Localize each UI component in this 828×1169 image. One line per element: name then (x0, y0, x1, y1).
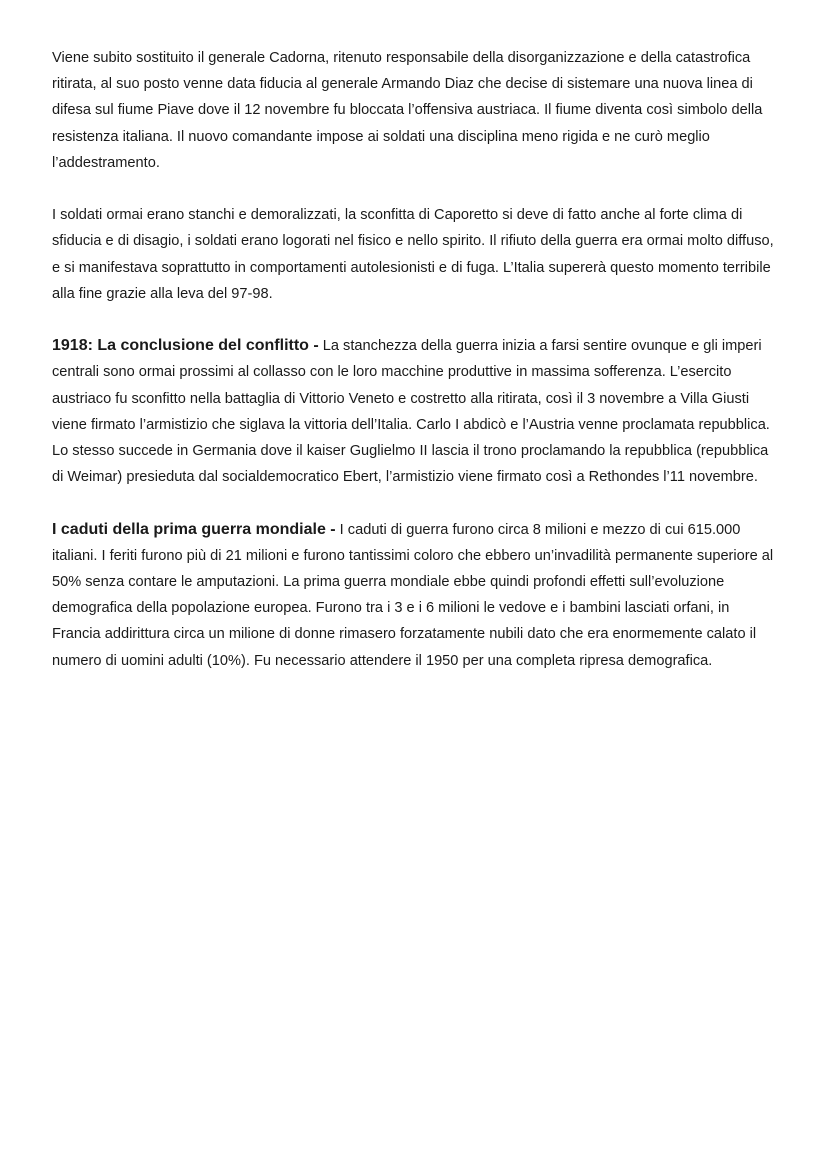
paragraph-text: I caduti di guerra furono circa 8 milioni e mezzo di cui 615.000 italiani. I feriti furono più di 21 milioni e furono tantissimi coloro che ebbero un’invadilità permanente superiore al 50% senza contare le amputazioni. La prima guerra mondiale ebbe quindi profondi effetti sull’evoluzione demografica della popolazione europea. Furono tra i 3 e i 6 milioni le vedove e i bambini lasciati orfani, in Francia addirittura circa un milione di donne rimasero forzatamente nubili dato che era enormemente calato il numero di uomini adulti (10%). Fu necessario attendere il 1950 per una completa ripresa demografica. (52, 521, 774, 669)
section-heading-1918: 1918: La conclusione del conflitto - (52, 337, 319, 355)
section-heading-casualties: I caduti della prima guerra mondiale - (52, 520, 336, 538)
paragraph-text: I soldati ormai erano stanchi e demoralizzati, la sconfitta di Caporetto si deve di fatto anche al forte clima di sfiducia e di disagio, i soldati erano logorati nel fisico e nello spirito. Il rifiuto della guerra era ormai molto diffuso, e si manifestava soprattutto in comportamenti autolesionisti e di fuga. L’Italia supererà questo momento terribile alla fine grazie alla leva del 97-98. (52, 207, 774, 302)
paragraph-text: Viene subito sostituito il generale Cadorna, ritenuto responsabile della disorganizzazione e della catastrofica ritirata, al suo posto venne data fiducia al generale Armando Diaz che decise di sistemare una nuova linea di difesa sul fiume Piave dove il 12 novembre fu bloccata l’offensiva austriaca. Il fiume diventa così simbolo della resistenza italiana. Il nuovo comandante impose ai soldati una disciplina meno rigida e ne curò meglio l’addestramento. (52, 50, 763, 171)
paragraph-text: La stanchezza della guerra inizia a farsi sentire ovunque e gli imperi centrali sono ormai prossimi al collasso con le loro macchine produttive in massima sofferenza. L’esercito austriaco fu sconfitto nella battaglia di Vittorio Veneto e costretto alla ritirata, così il 3 novembre a Villa Giusti viene firmato l’armistizio che siglava la vittoria dell’Italia. Carlo I abdicò e l’Austria venne proclamata repubblica. Lo stesso succede in Germania dove il kaiser Guglielmo II lascia il trono proclamando la repubblica (repubblica di Weimar) presieduta dal socialdemocratico Ebert, l’armistizio viene firmato così a Rethondes l’11 novembre. (52, 338, 770, 486)
document-page (52, 45, 780, 700)
paragraph-war-casualties (52, 517, 780, 674)
paragraph-soldiers-morale (52, 202, 780, 307)
paragraph-cadorna-replacement (52, 45, 780, 176)
paragraph-conclusion-1918 (52, 333, 780, 490)
